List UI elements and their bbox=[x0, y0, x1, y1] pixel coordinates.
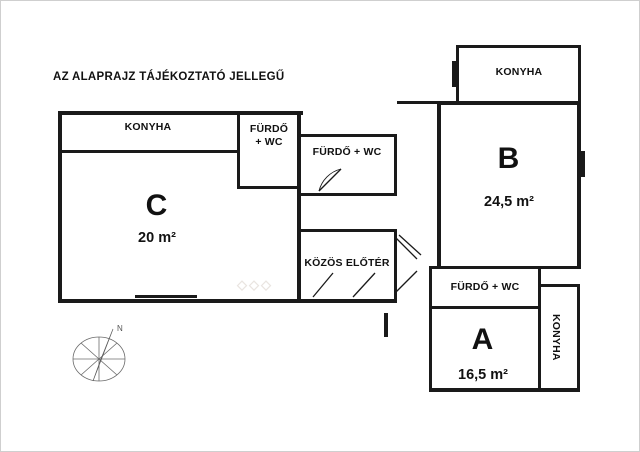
compass-north-label: N bbox=[117, 324, 123, 333]
apartment-area-b: 24,5 m² bbox=[484, 194, 534, 210]
wall-b-right bbox=[577, 101, 581, 269]
wall-tick-konyha-b-left bbox=[452, 61, 456, 87]
wall-konyha-a-top bbox=[538, 284, 580, 287]
wall-furdo-c-bottom bbox=[237, 186, 300, 189]
wall-a-bottom bbox=[429, 388, 541, 392]
wall-center-bath-right bbox=[394, 134, 397, 196]
apartment-label-c: C bbox=[145, 189, 169, 222]
wall-konyha-a-bottom bbox=[538, 388, 580, 392]
wall-c-top bbox=[58, 111, 303, 115]
apartment-label-b: B bbox=[497, 142, 521, 175]
apartment-label-a: A bbox=[471, 323, 495, 356]
compass-rose bbox=[67, 319, 135, 391]
wall-center-bath-bottom bbox=[297, 193, 397, 196]
wall-eloter-bottom bbox=[297, 299, 397, 303]
wall-konyha-b-top bbox=[456, 45, 581, 48]
wall-connector-upper bbox=[397, 101, 441, 104]
wall-tick-c-bottom bbox=[135, 295, 197, 298]
room-label-konyha-a: KONYHA bbox=[550, 314, 562, 361]
room-label-kozos-eloter: KÖZÖS ELŐTÉR bbox=[304, 257, 390, 269]
wall-furdo-a-bottom bbox=[429, 306, 541, 309]
watermark: ◇◇◇ bbox=[237, 277, 273, 292]
room-label-konyha-b: KONYHA bbox=[495, 66, 543, 78]
disclaimer-text: AZ ALAPRAJZ TÁJÉKOZTATÓ JELLEGŰ bbox=[53, 71, 285, 83]
room-label-furdo-wc-c: FÜRDŐ + WC bbox=[249, 123, 289, 149]
wall-konyha-b-left bbox=[456, 45, 459, 103]
apartment-area-a: 16,5 m² bbox=[458, 367, 508, 383]
wall-center-bath-top bbox=[297, 134, 397, 137]
wall-konyha-a-left bbox=[538, 284, 541, 391]
wall-eloter-top bbox=[297, 229, 397, 232]
wall-konyha-b-right bbox=[578, 45, 581, 103]
room-label-furdo-wc-a: FÜRDŐ + WC bbox=[450, 281, 520, 293]
apartment-area-c: 20 m² bbox=[138, 230, 176, 246]
wall-konyha-a-right bbox=[577, 284, 580, 391]
wall-furdo-a-top bbox=[429, 266, 541, 269]
room-label-konyha-c: KONYHA bbox=[124, 121, 172, 133]
wall-c-kitchen-divider bbox=[58, 150, 238, 153]
wall-tick-b-right-upper bbox=[581, 151, 585, 177]
wall-tick-a-left bbox=[384, 313, 388, 337]
wall-c-bottom bbox=[58, 299, 303, 303]
wall-c-left bbox=[58, 111, 62, 303]
room-label-furdo-wc-center: FÜRDŐ + WC bbox=[312, 146, 382, 158]
wall-b-left bbox=[437, 101, 441, 269]
